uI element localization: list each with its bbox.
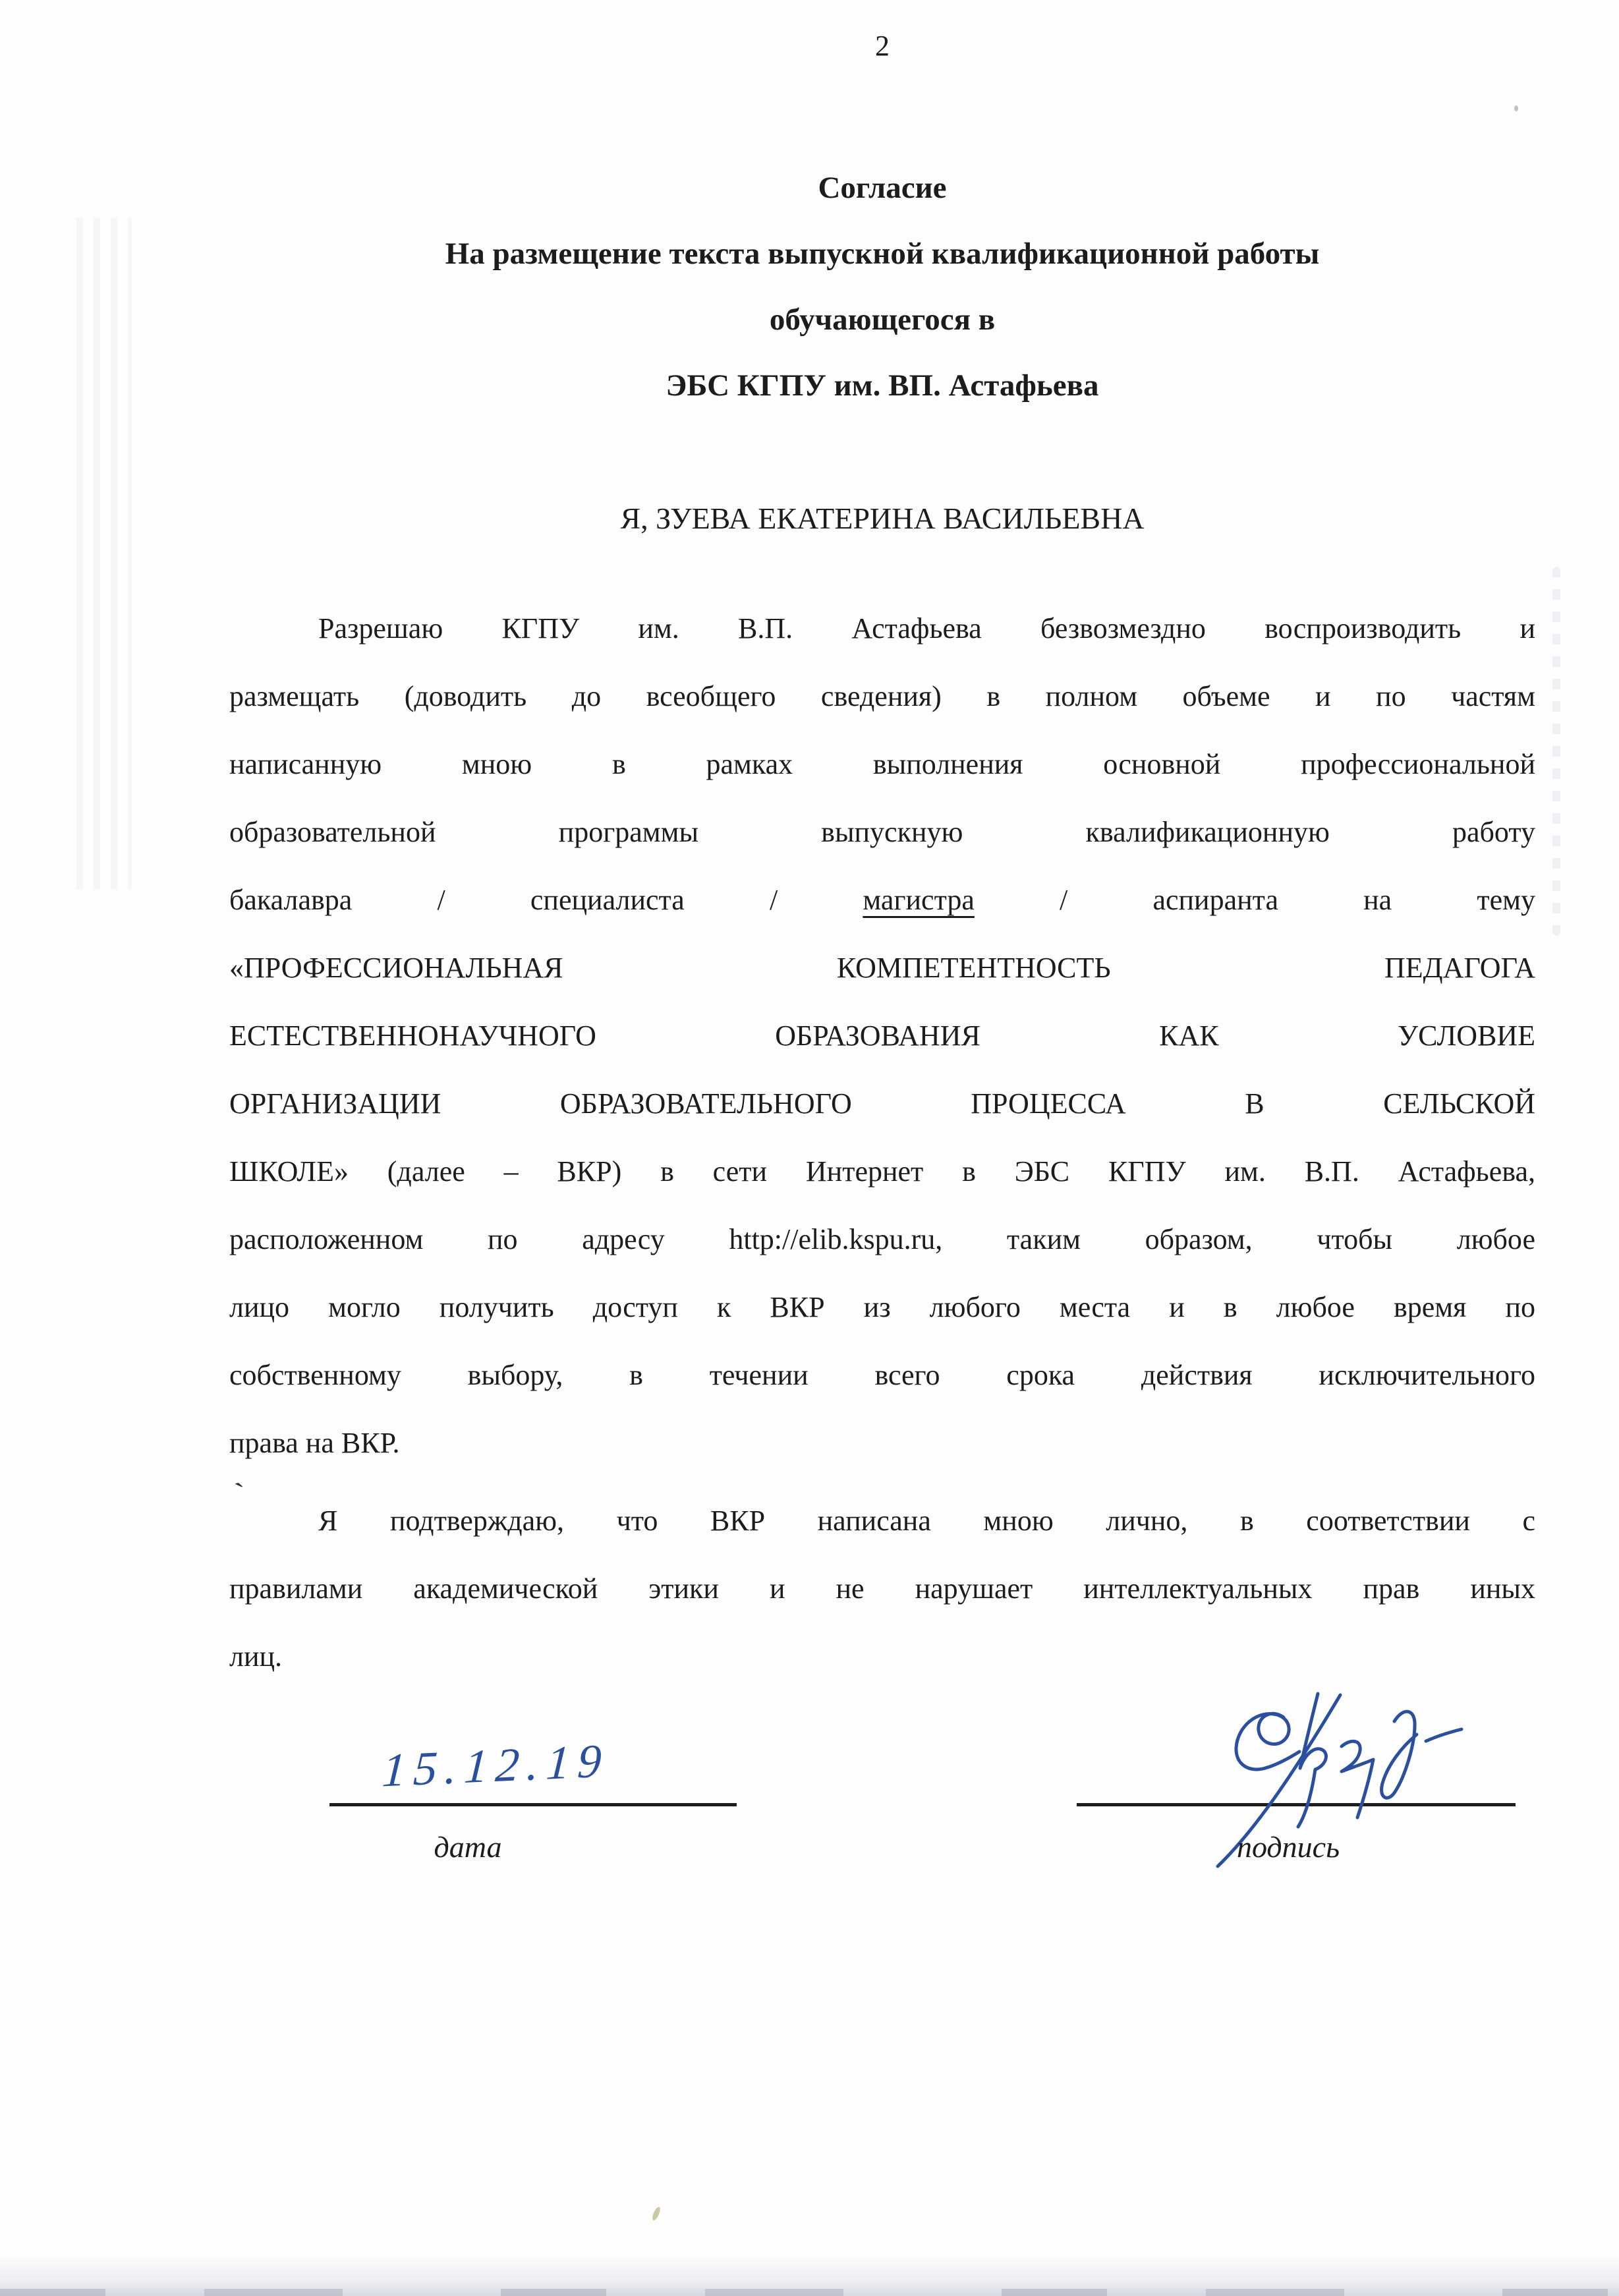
paragraph-line — [229, 1273, 1535, 1341]
signature-stroke-stem — [1298, 1694, 1326, 1827]
scan-speck-dot — [1514, 105, 1518, 111]
text-segment: собственному выбору, в течении всего срока действия исключительного — [229, 1359, 1535, 1391]
paragraph-line — [229, 798, 1535, 866]
scan-speck-olive — [651, 2206, 662, 2221]
text-segment: «ПРОФЕССИОНАЛЬНАЯ КОМПЕТЕНТНОСТЬ ПЕДАГОГА — [229, 952, 1535, 984]
text-segment: правилами академической этики и не нарушает интеллектуальных прав иных — [229, 1572, 1535, 1605]
text-segment: Разрешаю КГПУ им. В.П. Астафьева безвозмездно воспроизводить и — [318, 612, 1535, 645]
title-line-3: обучающегося в — [769, 302, 996, 337]
date-label: дата — [434, 1830, 502, 1864]
text-segment: ЕСТЕСТВЕННОНАУЧНОГО ОБРАЗОВАНИЯ КАК УСЛОВИЕ — [229, 1019, 1535, 1052]
paragraph-line — [229, 594, 1535, 662]
consent-paragraph — [229, 594, 1535, 1477]
paragraph-line — [229, 934, 1535, 1002]
page-number: 2 — [875, 30, 890, 62]
text-segment: лицо могло получить доступ к ВКР из любого места и в любое время по — [229, 1291, 1535, 1323]
confirmation-paragraph — [229, 1487, 1535, 1690]
scan-speck-comma: ` — [232, 1476, 250, 1513]
text-segment: написанную мною в рамках выполнения основной профессиональной — [229, 748, 1535, 780]
text-segment: образовательной программы выпускную квалификационную работу — [229, 816, 1535, 848]
underlined-word: магистра — [863, 884, 975, 916]
paragraph-line — [229, 1409, 1535, 1477]
paragraph-line — [229, 1002, 1535, 1070]
document-title — [229, 155, 1535, 418]
paragraph-line — [229, 1137, 1535, 1205]
text-segment: размещать (доводить до всеобщего сведения) в полном объеме и по частям — [229, 680, 1535, 712]
title-line-2: На размещение текста выпускной квалификационной работы — [445, 237, 1320, 271]
text-segment: ШКОЛЕ» (далее – ВКР) в сети Интернет в ЭБС КГПУ им. В.П. Астафьева, — [229, 1155, 1535, 1188]
title-line-4: ЭБС КГПУ им. ВП. Астафьева — [666, 368, 1099, 403]
paragraph-line — [229, 1341, 1535, 1409]
scan-streak-right — [1552, 567, 1560, 936]
signature-stroke-dash — [1426, 1729, 1462, 1741]
scan-noise-bottom-edge — [0, 2289, 1619, 2296]
paragraph-line — [229, 1070, 1535, 1137]
signature-label: подпись — [1236, 1830, 1340, 1864]
scan-streaks-left — [76, 217, 132, 890]
text-segment: ОРГАНИЗАЦИИ ОБРАЗОВАТЕЛЬНОГО ПРОЦЕССА В СЕЛЬСКОЙ — [229, 1087, 1535, 1120]
text-segment: лиц. — [229, 1640, 283, 1673]
text-segment: Я подтверждаю, что ВКР написана мною лично, в соответствии с — [318, 1505, 1535, 1537]
handwritten-date: 15.12.19 — [380, 1734, 611, 1797]
signature-stroke-humps — [1342, 1741, 1373, 1818]
text-segment: права на ВКР. — [229, 1427, 400, 1459]
paragraph-line — [229, 866, 1535, 934]
paragraph-line — [229, 1555, 1535, 1622]
text-segment: расположенном по адресу http://elib.kspu.ru, таким образом, чтобы любое — [229, 1223, 1535, 1255]
text-segment: бакалавра / специалиста / — [229, 884, 863, 916]
date-line — [329, 1803, 737, 1806]
title-line-1: Согласие — [818, 171, 947, 205]
declarant-name-line: Я, ЗУЕВА ЕКАТЕРИНА ВАСИЛЬЕВНА — [620, 502, 1145, 535]
paragraph-line — [229, 730, 1535, 798]
paragraph-line — [229, 1205, 1535, 1273]
paragraph-line — [229, 662, 1535, 730]
paragraph-line — [229, 1487, 1535, 1555]
signature-stroke-floop — [1382, 1711, 1417, 1798]
signature-stroke-loops — [1236, 1713, 1299, 1769]
text-segment: / аспиранта на тему — [974, 884, 1535, 916]
